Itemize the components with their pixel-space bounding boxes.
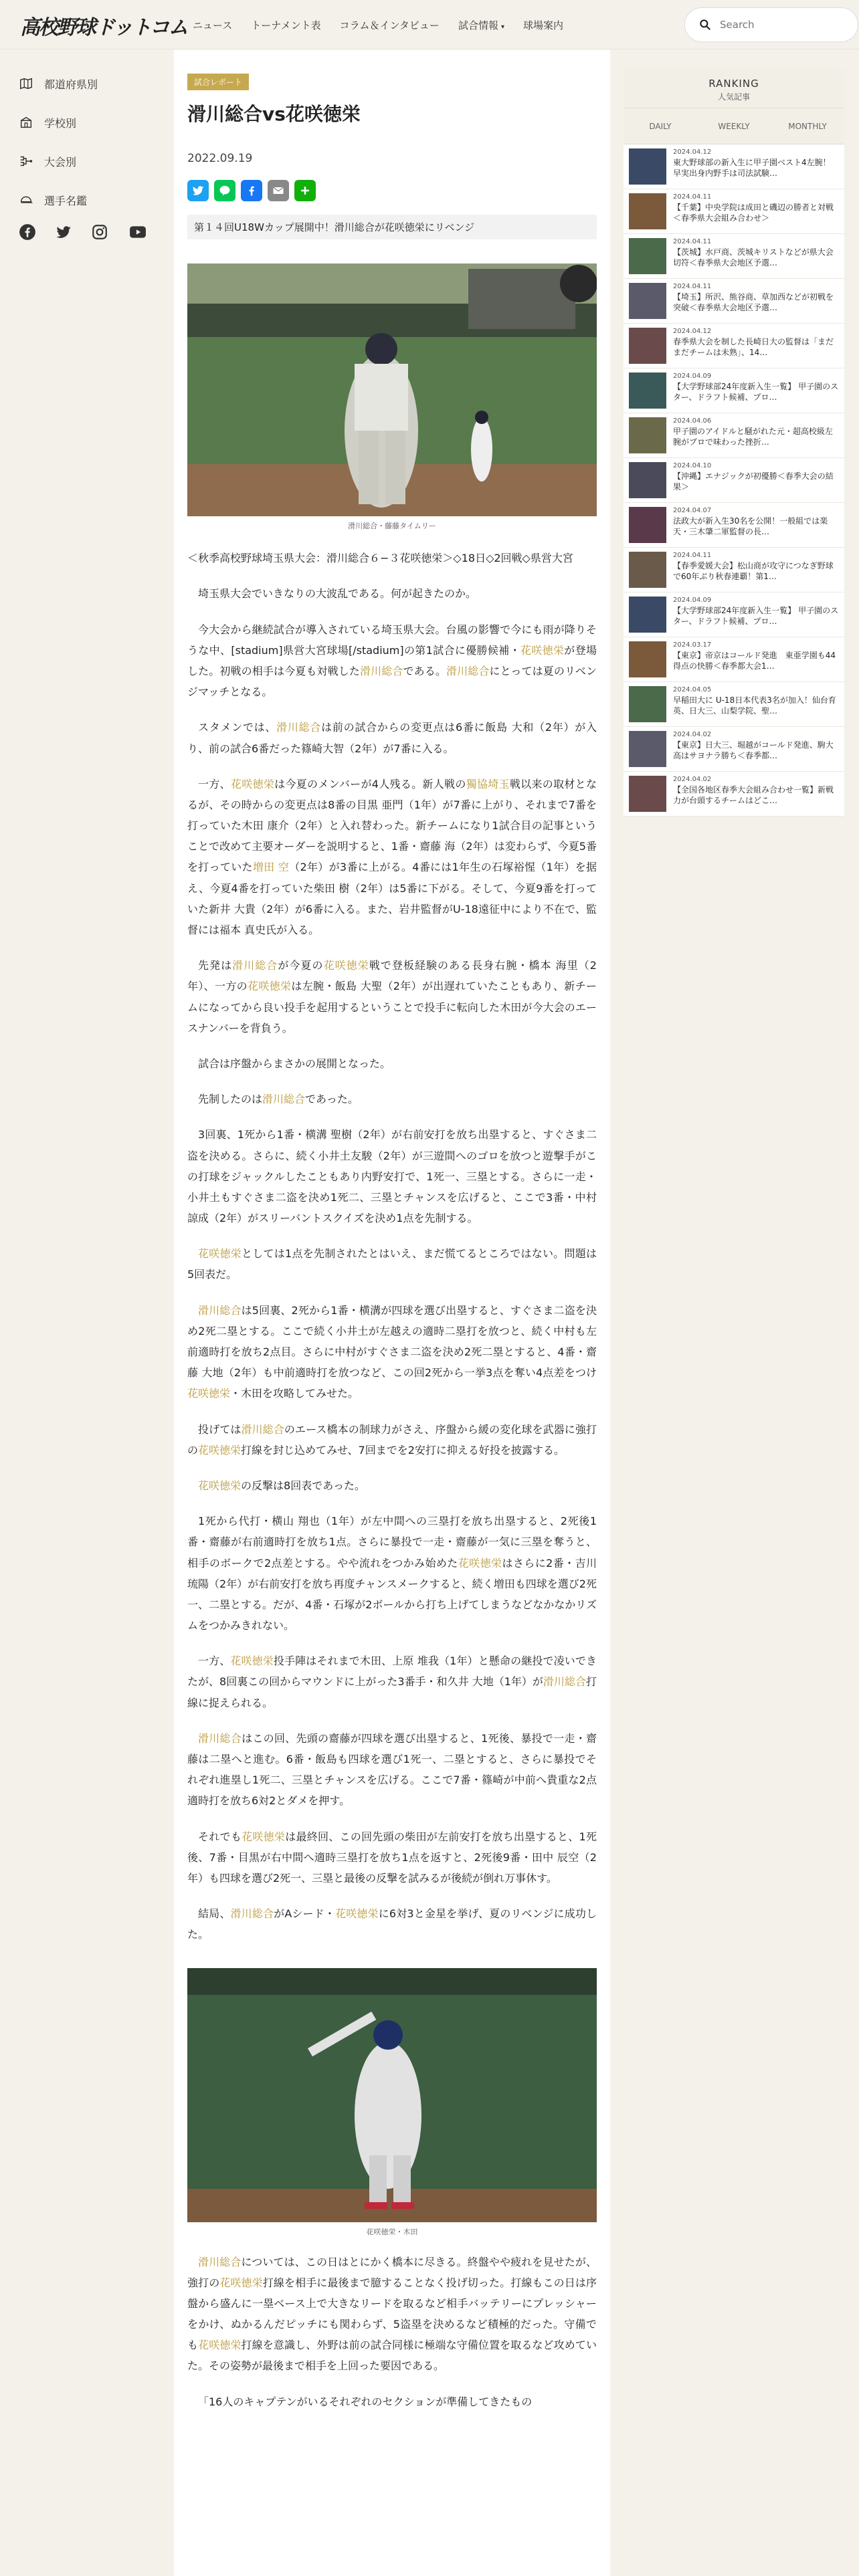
tab-daily[interactable]: DAILY — [649, 121, 672, 131]
article-paragraph — [187, 1053, 597, 1074]
school-link[interactable]: 滑川総合 — [230, 1907, 274, 1921]
ranking-item[interactable] — [624, 189, 844, 234]
ranking-item[interactable] — [624, 503, 844, 548]
article-paragraph — [187, 583, 597, 604]
paragraph-text: 先制したのは — [198, 1093, 263, 1106]
article-paragraph — [187, 774, 597, 941]
ranking-headline: 【千葉】中央学院は成田と磯辺の勝者と対戦＜春季県大会組み合わせ＞ — [673, 203, 834, 223]
facebook-share-icon[interactable] — [241, 180, 262, 201]
ranking-thumbnail — [629, 283, 666, 319]
tab-weekly[interactable]: WEEKLY — [718, 121, 750, 131]
paragraph-text: （2年）が3番に上がる。4番には1年生の石塚裕惺（1年）を据え、今夏4番を打っていた柴田 樹（2年）は5番に下がる。そして、今夏9番を打っていた新井 大貴（2年）が6番に入る。また、岩井監督がU-18遠征中により不在で、監督には福本 真史氏が入る。 — [187, 861, 597, 937]
ranking-title: RANKING — [708, 78, 759, 90]
chevron-down-icon: ▾ — [500, 23, 504, 31]
ranking-headline: 甲子園のアイドルと騒がれた元・超高校級左腕がプロで味わった挫折… — [673, 427, 833, 447]
article-paragraph — [187, 1511, 597, 1636]
ranking-thumbnail — [629, 731, 666, 767]
ranking-date: 2024.04.07 — [673, 507, 712, 514]
ranking-thumbnail — [629, 238, 666, 274]
paragraph-text: 結局、 — [198, 1907, 231, 1921]
article-paragraph — [187, 1728, 597, 1812]
ranking-item-body — [673, 597, 839, 633]
paragraph-text: それでも — [198, 1830, 242, 1843]
article-photo-pitcher — [187, 1968, 597, 2222]
paragraph-text: が今夏の — [278, 959, 324, 972]
main-content — [174, 49, 610, 2576]
ranking-item[interactable] — [624, 234, 844, 279]
game-summary: ＜秋季高校野球埼玉県大会：滑川総合６−３花咲徳栄＞◇18日◇2回戦◇県営大宮 — [187, 552, 573, 564]
ranking-date: 2024.04.09 — [673, 372, 712, 380]
ranking-date: 2024.04.11 — [673, 283, 712, 290]
sidebar-item-players[interactable] — [19, 181, 166, 219]
school-link[interactable]: 花咲徳栄 — [458, 1556, 502, 1570]
article-paragraph — [187, 1826, 597, 1889]
article-photo-batter — [187, 263, 597, 516]
nav-news[interactable]: ニュース — [193, 19, 233, 31]
ranking-item[interactable] — [624, 458, 844, 503]
school-link[interactable]: 獨協埼玉 — [466, 777, 510, 790]
ranking-thumbnail — [629, 372, 666, 409]
line-share-icon[interactable] — [214, 180, 235, 201]
article-paragraph — [187, 1903, 597, 1945]
ranking-item[interactable] — [624, 593, 844, 637]
school-link[interactable]: 滑川総合 — [198, 2255, 242, 2268]
search-icon — [698, 18, 712, 31]
school-link[interactable]: 花咲徳栄 — [198, 2339, 242, 2352]
school-link[interactable]: 滑川総合 — [446, 664, 490, 677]
tab-monthly[interactable]: MONTHLY — [788, 121, 827, 131]
article-paragraph — [187, 1650, 597, 1713]
ranking-date: 2024.04.11 — [673, 552, 712, 559]
paragraph-text: である。 — [403, 664, 446, 677]
ranking-date: 2024.04.12 — [673, 148, 712, 156]
paragraph-text: 「16人のキャプテンがいるそれぞれのセクションが準備してきたもの — [198, 2395, 533, 2408]
ranking-item[interactable] — [624, 682, 844, 727]
paragraph-text: 投手陣はそれまで木田、上原 堆我（1年）と懸命の継投で凌いできたが、8回裏この回からマウンドに上がった3番手・和久井 大地（1年）が — [187, 1654, 597, 1689]
school-link[interactable]: 滑川総合 — [198, 1731, 242, 1745]
sidebar-item-label: 大会別 — [44, 155, 77, 169]
ranking-date: 2024.04.02 — [673, 776, 712, 783]
sidebar-item-label: 都道府県別 — [44, 78, 98, 91]
ranking-item-body — [673, 193, 839, 229]
paragraph-text: の反撃は8回表であった。 — [241, 1479, 366, 1492]
sidebar-item-tournament[interactable] — [19, 142, 166, 181]
ranking-headline: 【埼玉】所沢、熊谷商、草加西などが初戦を突破＜春季県大会地区予選… — [673, 292, 834, 313]
ranking-headline: 【東京】日大三、堀越がコールド発進、駒大高はサヨナラ勝ち＜春季都… — [673, 740, 834, 761]
paragraph-text: 先発は — [198, 959, 233, 972]
ranking-headline: 法政大が新入生30名を公開！一般組では楽天・三木肇二軍監督の長… — [673, 516, 828, 537]
ranking-item[interactable] — [624, 637, 844, 682]
school-link[interactable]: 花咲徳栄 — [230, 777, 275, 790]
ranking-item[interactable] — [624, 368, 844, 413]
ranking-date: 2024.04.11 — [673, 238, 712, 245]
paragraph-text: 3回裏、1死から1番・横溝 聖樹（2年）が右前安打を放ち出塁すると、すぐさま二盗を決める。さらに、続く小井土友駿（2年）が三遊間へのゴロを放つと遊撃手がこの打球をジャックルしたこともあり内野安打で、1死一、三塁とする。さらに一走・小井土もすぐさま二盗を決め1死二、三塁とチャンスを広げると、ここで3番・中村 諒成（2年）がスリーバントスクイズを決め1点を先制する。 — [187, 1128, 597, 1225]
ranking-thumbnail — [629, 148, 666, 185]
ranking-item[interactable] — [624, 144, 844, 189]
ranking-date: 2024.04.05 — [673, 686, 712, 693]
ranking-thumbnail — [629, 686, 666, 722]
paragraph-text: は前の試合からの変更点は6番に飯島 大和（2年）が入り、前の試合6番だった篠崎大智（2年）が7番に入る。 — [187, 721, 597, 755]
ranking-thumbnail — [629, 552, 666, 588]
ranking-headline: 【全国各地区春季大会組み合わせ一覧】新戦力が台頭するチームはどこ… — [673, 785, 834, 806]
ranking-date: 2024.04.06 — [673, 417, 712, 425]
ranking-thumbnail — [629, 417, 666, 453]
ranking-item[interactable] — [624, 772, 844, 817]
ranking-headline: 東大野球部の新入生に甲子園ベスト4左腕！ 早実出身内野手は司法試験… — [673, 158, 831, 179]
facebook-icon[interactable] — [19, 223, 36, 241]
ranking-tabs — [624, 108, 844, 144]
school-link[interactable]: 花咲徳栄 — [198, 1443, 242, 1457]
paragraph-text: 打線を相手に最後まで臆することなく投げ切った。打線もこの日は序盤から盛んに一塁ベース上で大きなリードを取るなど相手バッテリーにプレッシャーをかけ、ぬかるんだピッチにも関わらず、5盗塁を決めるなど積極的だった。守備でも — [187, 2276, 597, 2352]
paragraph-text: が登場した。初戦の相手は今夏も対戦した — [187, 643, 597, 677]
ranking-item[interactable] — [624, 548, 844, 593]
school-link[interactable]: 滑川総合 — [262, 1093, 306, 1106]
nav-games-label: 試合情報 — [458, 19, 498, 31]
site-header — [0, 0, 859, 49]
school-link[interactable]: 花咲徳栄 — [219, 2276, 263, 2289]
share-plus-icon[interactable] — [294, 180, 316, 201]
school-link[interactable]: 花咲徳栄 — [335, 1907, 379, 1921]
school-link[interactable]: 花咲徳栄 — [248, 980, 292, 993]
ranking-date: 2024.04.02 — [673, 731, 712, 738]
ranking-item[interactable] — [624, 413, 844, 458]
ranking-item-body — [673, 238, 839, 274]
site-logo[interactable]: 高校野球ドットコム — [20, 16, 187, 39]
article-paragraph — [187, 2391, 597, 2412]
ranking-headline: 【春季愛媛大会】松山商が攻守につなぎ野球で60年ぶり秋春連覇！第1… — [673, 561, 834, 582]
school-link[interactable]: 滑川総合 — [198, 1303, 242, 1317]
paragraph-text: は今夏のメンバーが4人残る。新人戦の — [274, 777, 466, 790]
ranking-item-body — [673, 686, 839, 722]
article-paragraph — [187, 955, 597, 1039]
ranking-headline: 【大学野球部24年度新入生一覧】 甲子園のスター、ドラフト候補、プロ… — [673, 382, 839, 403]
ranking-sidebar — [624, 70, 844, 817]
article — [187, 74, 597, 2412]
article-body — [187, 583, 597, 1945]
paragraph-text: 打線に捉えられる。 — [187, 1675, 597, 1709]
school-link[interactable]: 花咲徳栄 — [323, 959, 369, 972]
school-link[interactable]: 花咲徳栄 — [230, 1654, 274, 1668]
left-sidebar — [19, 64, 166, 241]
ranking-headline: 【東京】帝京はコールド発進 東亜学園も44得点の快勝＜春季都大会1… — [673, 651, 836, 671]
ranking-date: 2024.04.12 — [673, 328, 712, 335]
ranking-item-body — [673, 731, 839, 767]
nav-stadium[interactable]: 球場案内 — [522, 19, 563, 31]
ranking-item-body — [673, 552, 839, 588]
paragraph-text: にとっては夏のリベンジマッチとなる。 — [187, 664, 597, 699]
search-box[interactable] — [684, 7, 858, 42]
cap-icon — [19, 193, 33, 207]
ranking-headline: 【沖縄】エナジックが初優勝＜春季大会の結果＞ — [673, 471, 834, 492]
paragraph-text: 投げては — [198, 1422, 242, 1436]
twitter-share-icon[interactable] — [187, 180, 209, 201]
search-input[interactable] — [720, 19, 840, 31]
paragraph-text: はさらに2番・吉川 琉陽（2年）が右前安打を放ち再度チャンスメークすると、続く増田も四球を選び2死一、二塁とする。だが、4番・石塚が2ボールから打ち上げてしまうなどなかなかリズムをつかみきれない。 — [187, 1556, 597, 1632]
ranking-item-body — [673, 328, 839, 364]
instagram-icon[interactable] — [91, 223, 108, 241]
paragraph-text: は左腕・飯島 大聖（2年）が出遅れていたこともあり、新チームになってから良い投手を起用するということで投手に転向した木田が今大会のエースナンバーを背負う。 — [187, 980, 597, 1035]
ranking-thumbnail — [629, 597, 666, 633]
ranking-headline: 早稲田大に U-18日本代表3名が加入！仙台育英、日大三、山梨学院、聖… — [673, 695, 836, 716]
share-buttons — [187, 180, 597, 201]
email-share-icon[interactable] — [268, 180, 289, 201]
category-badge[interactable]: 試合レポート — [187, 74, 249, 90]
paragraph-text: としては1点を先制されたとはいえ、まだ慌てるところではない。問題は5回表だ。 — [187, 1247, 597, 1281]
school-link[interactable]: 滑川総合 — [543, 1675, 586, 1689]
ranking-item-body — [673, 462, 839, 498]
article-date: 2022.09.19 — [187, 152, 253, 165]
ranking-thumbnail — [629, 328, 666, 364]
school-link[interactable]: 花咲徳栄 — [520, 643, 565, 657]
ranking-thumbnail — [629, 641, 666, 677]
article-paragraph — [187, 1124, 597, 1228]
ranking-item[interactable] — [624, 324, 844, 368]
paragraph-text: については、この日はとにかく橋本に尽きる。終盤やや疲れを見せたが、強打の — [187, 2255, 597, 2289]
school-icon — [19, 115, 33, 130]
article-paragraph — [187, 1300, 597, 1404]
school-link[interactable]: 滑川総合 — [359, 664, 403, 677]
school-link[interactable]: 滑川総合 — [276, 721, 322, 734]
twitter-icon[interactable] — [55, 223, 72, 241]
paragraph-text: 埼玉県大会でいきなりの大波乱である。何が起きたのか。 — [198, 587, 477, 601]
ranking-thumbnail — [629, 776, 666, 812]
article-paragraph — [187, 2252, 597, 2377]
paragraph-text: のエース橋本の制球力がさえ、序盤から緩の変化球を武器に強打の — [187, 1422, 597, 1457]
article-paragraph — [187, 1089, 597, 1109]
article-paragraph — [187, 1475, 597, 1496]
ranking-item-body — [673, 507, 839, 543]
ranking-headline: 【大学野球部24年度新入生一覧】 甲子園のスター、ドラフト候補、プロ… — [673, 606, 839, 627]
ranking-item-body — [673, 776, 839, 812]
ranking-header — [624, 70, 844, 108]
article-paragraph — [187, 619, 597, 703]
ranking-headline: 春季県大会を制した長崎日大の監督は「まだまだチームは未熟」、14… — [673, 337, 834, 358]
ranking-item-body — [673, 417, 839, 453]
ranking-item[interactable] — [624, 279, 844, 324]
ranking-item-body — [673, 283, 839, 319]
article-body-continued — [187, 2252, 597, 2412]
school-link[interactable]: 花咲徳栄 — [187, 1387, 231, 1400]
school-link[interactable]: 花咲徳栄 — [198, 1247, 242, 1261]
article-paragraph — [187, 717, 597, 758]
nav-games[interactable] — [458, 18, 504, 32]
ranking-date: 2024.04.11 — [673, 193, 712, 201]
photo-caption: 花咲徳栄・木田 — [366, 2227, 418, 2236]
article-paragraph — [187, 1419, 597, 1461]
paragraph-text: 打線を封じ込めてみせ、7回までを2安打に抑える好投を披露する。 — [241, 1443, 565, 1457]
paragraph-text: がAシード・ — [274, 1907, 336, 1921]
paragraph-text: に6対3と金星を挙げ、夏のリベンジに成功した。 — [187, 1907, 597, 1941]
article-paragraph — [187, 1243, 597, 1285]
tournament-icon — [19, 154, 33, 169]
ranking-date: 2024.03.17 — [673, 641, 712, 649]
map-icon — [19, 76, 33, 91]
youtube-icon[interactable] — [127, 223, 149, 241]
article-lead: 第１４回U18Wカップ展開中！滑川総合が花咲徳栄にリベンジ — [187, 215, 597, 239]
school-link[interactable]: 増田 空 — [252, 861, 290, 874]
paragraph-text: 戦以来の取材となるが、その時からの変更点は8番の目黒 亜門（1年）が7番に上がり、それまで7番を打っていた木田 康介（2年）と入れ替わった。新チームになり1試合目の記事ということで改めて主要オーダーを説明すると、1番・齋藤 海（2年）は変わらず、今夏5番を打っていた — [187, 777, 597, 874]
paragraph-text: 今大会から継続試合が導入されている埼玉県大会。台風の影響で今にも雨が降りそうな中、[stadium]県営大宮球場[/stadium]の第1試合に優勝候補・ — [187, 623, 597, 657]
ranking-item-body — [673, 641, 839, 677]
nav-column[interactable]: コラム＆インタビュー — [339, 19, 440, 31]
school-link[interactable]: 花咲徳栄 — [242, 1830, 286, 1843]
ranking-date: 2024.04.10 — [673, 462, 712, 469]
sidebar-item-label: 学校別 — [44, 116, 77, 130]
paragraph-text: は5回裏、2死から1番・横溝が四球を選び出塁すると、すぐさま二盗を決め2死二塁とする。ここで続く小井土が左越えの適時二塁打を放つと、続く中村も左前適時打を放ち2点目。さらに中村がすぐさま二盗を決め2死二塁とすると、4番・齋藤 大地（2年）も中前適時打を放つなど、この回2死から一挙3点を奪い4点差をつけ — [187, 1303, 597, 1380]
paragraph-text: 試合は序盤からまさかの展開となった。 — [198, 1057, 391, 1070]
ranking-item-body — [673, 372, 839, 409]
ranking-thumbnail — [629, 193, 666, 229]
ranking-item-body — [673, 148, 839, 185]
sidebar-item-label: 選手名鑑 — [44, 194, 88, 207]
sidebar-item-school[interactable] — [19, 103, 166, 142]
nav-tournament[interactable]: トーナメント表 — [251, 19, 321, 31]
article-title: 滑川総合vs花咲徳栄 — [187, 103, 361, 125]
school-link[interactable]: 滑川総合 — [241, 1422, 284, 1436]
school-link[interactable]: 滑川総合 — [232, 959, 278, 972]
paragraph-text: 1死から代打・横山 翔也（1年）が左中間への三塁打を放ち出塁すると、2死後1番・齋藤が右前適時打を放ち1点。さらに暴投で一走・齋藤が一気に三塁を奪うと、相手のボークで2点差とする。やや流れをつかみ始めた — [187, 1515, 597, 1570]
paragraph-text: は最終回、この回先頭の柴田が左前安打を放ち出塁すると、1死後、7番・目黒が右中間へ適時三塁打を放ち1点を返すと、2死後9番・田中 辰空（2年）も四球を選び2死一、三塁と最後の反撃を試みるが後続が倒れ万事休す。 — [187, 1830, 597, 1885]
ranking-thumbnail — [629, 507, 666, 543]
paragraph-text: スタメンでは、 — [198, 721, 277, 734]
paragraph-text: 一方、 — [198, 777, 231, 790]
paragraph-text: 打線を意識し、外野は前の試合同様に極端な守備位置を取るなど攻めていた。その姿勢が最後まで相手を上回った要因である。 — [187, 2339, 597, 2373]
paragraph-text: 戦で登板経験のある長身右腕・橋本 海里（2年）、一方の — [187, 959, 597, 993]
social-links — [19, 223, 166, 241]
paragraph-text: 一方、 — [198, 1654, 231, 1668]
paragraph-text: はこの回、先頭の齋藤が四球を選び出塁すると、1死後、暴投で一走・齋藤は二塁へと進む。6番・飯島も四球を選び1死一、二塁とすると、さらに暴投でそれぞれ進塁し1死二、三塁とチャンスを広げる。ここで7番・篠崎が中前へ貴重な2点適時打を放ち6対2とダメを押す。 — [187, 1731, 597, 1808]
ranking-date: 2024.04.09 — [673, 597, 712, 604]
ranking-subtitle: 人気記事 — [717, 92, 750, 102]
ranking-list — [624, 144, 844, 817]
paragraph-text: ・木田を攻略してみせた。 — [230, 1387, 359, 1400]
ranking-item[interactable] — [624, 727, 844, 772]
school-link[interactable]: 花咲徳栄 — [198, 1479, 242, 1492]
photo-caption: 滑川総合・藤藤タイムリー — [348, 522, 436, 530]
global-nav — [193, 18, 563, 32]
ranking-headline: 【茨城】水戸商、茨城キリストなどが県大会切符＜春季県大会地区予選… — [673, 247, 834, 268]
ranking-thumbnail — [629, 462, 666, 498]
sidebar-item-prefecture[interactable] — [19, 64, 166, 103]
paragraph-text: であった。 — [305, 1093, 359, 1106]
